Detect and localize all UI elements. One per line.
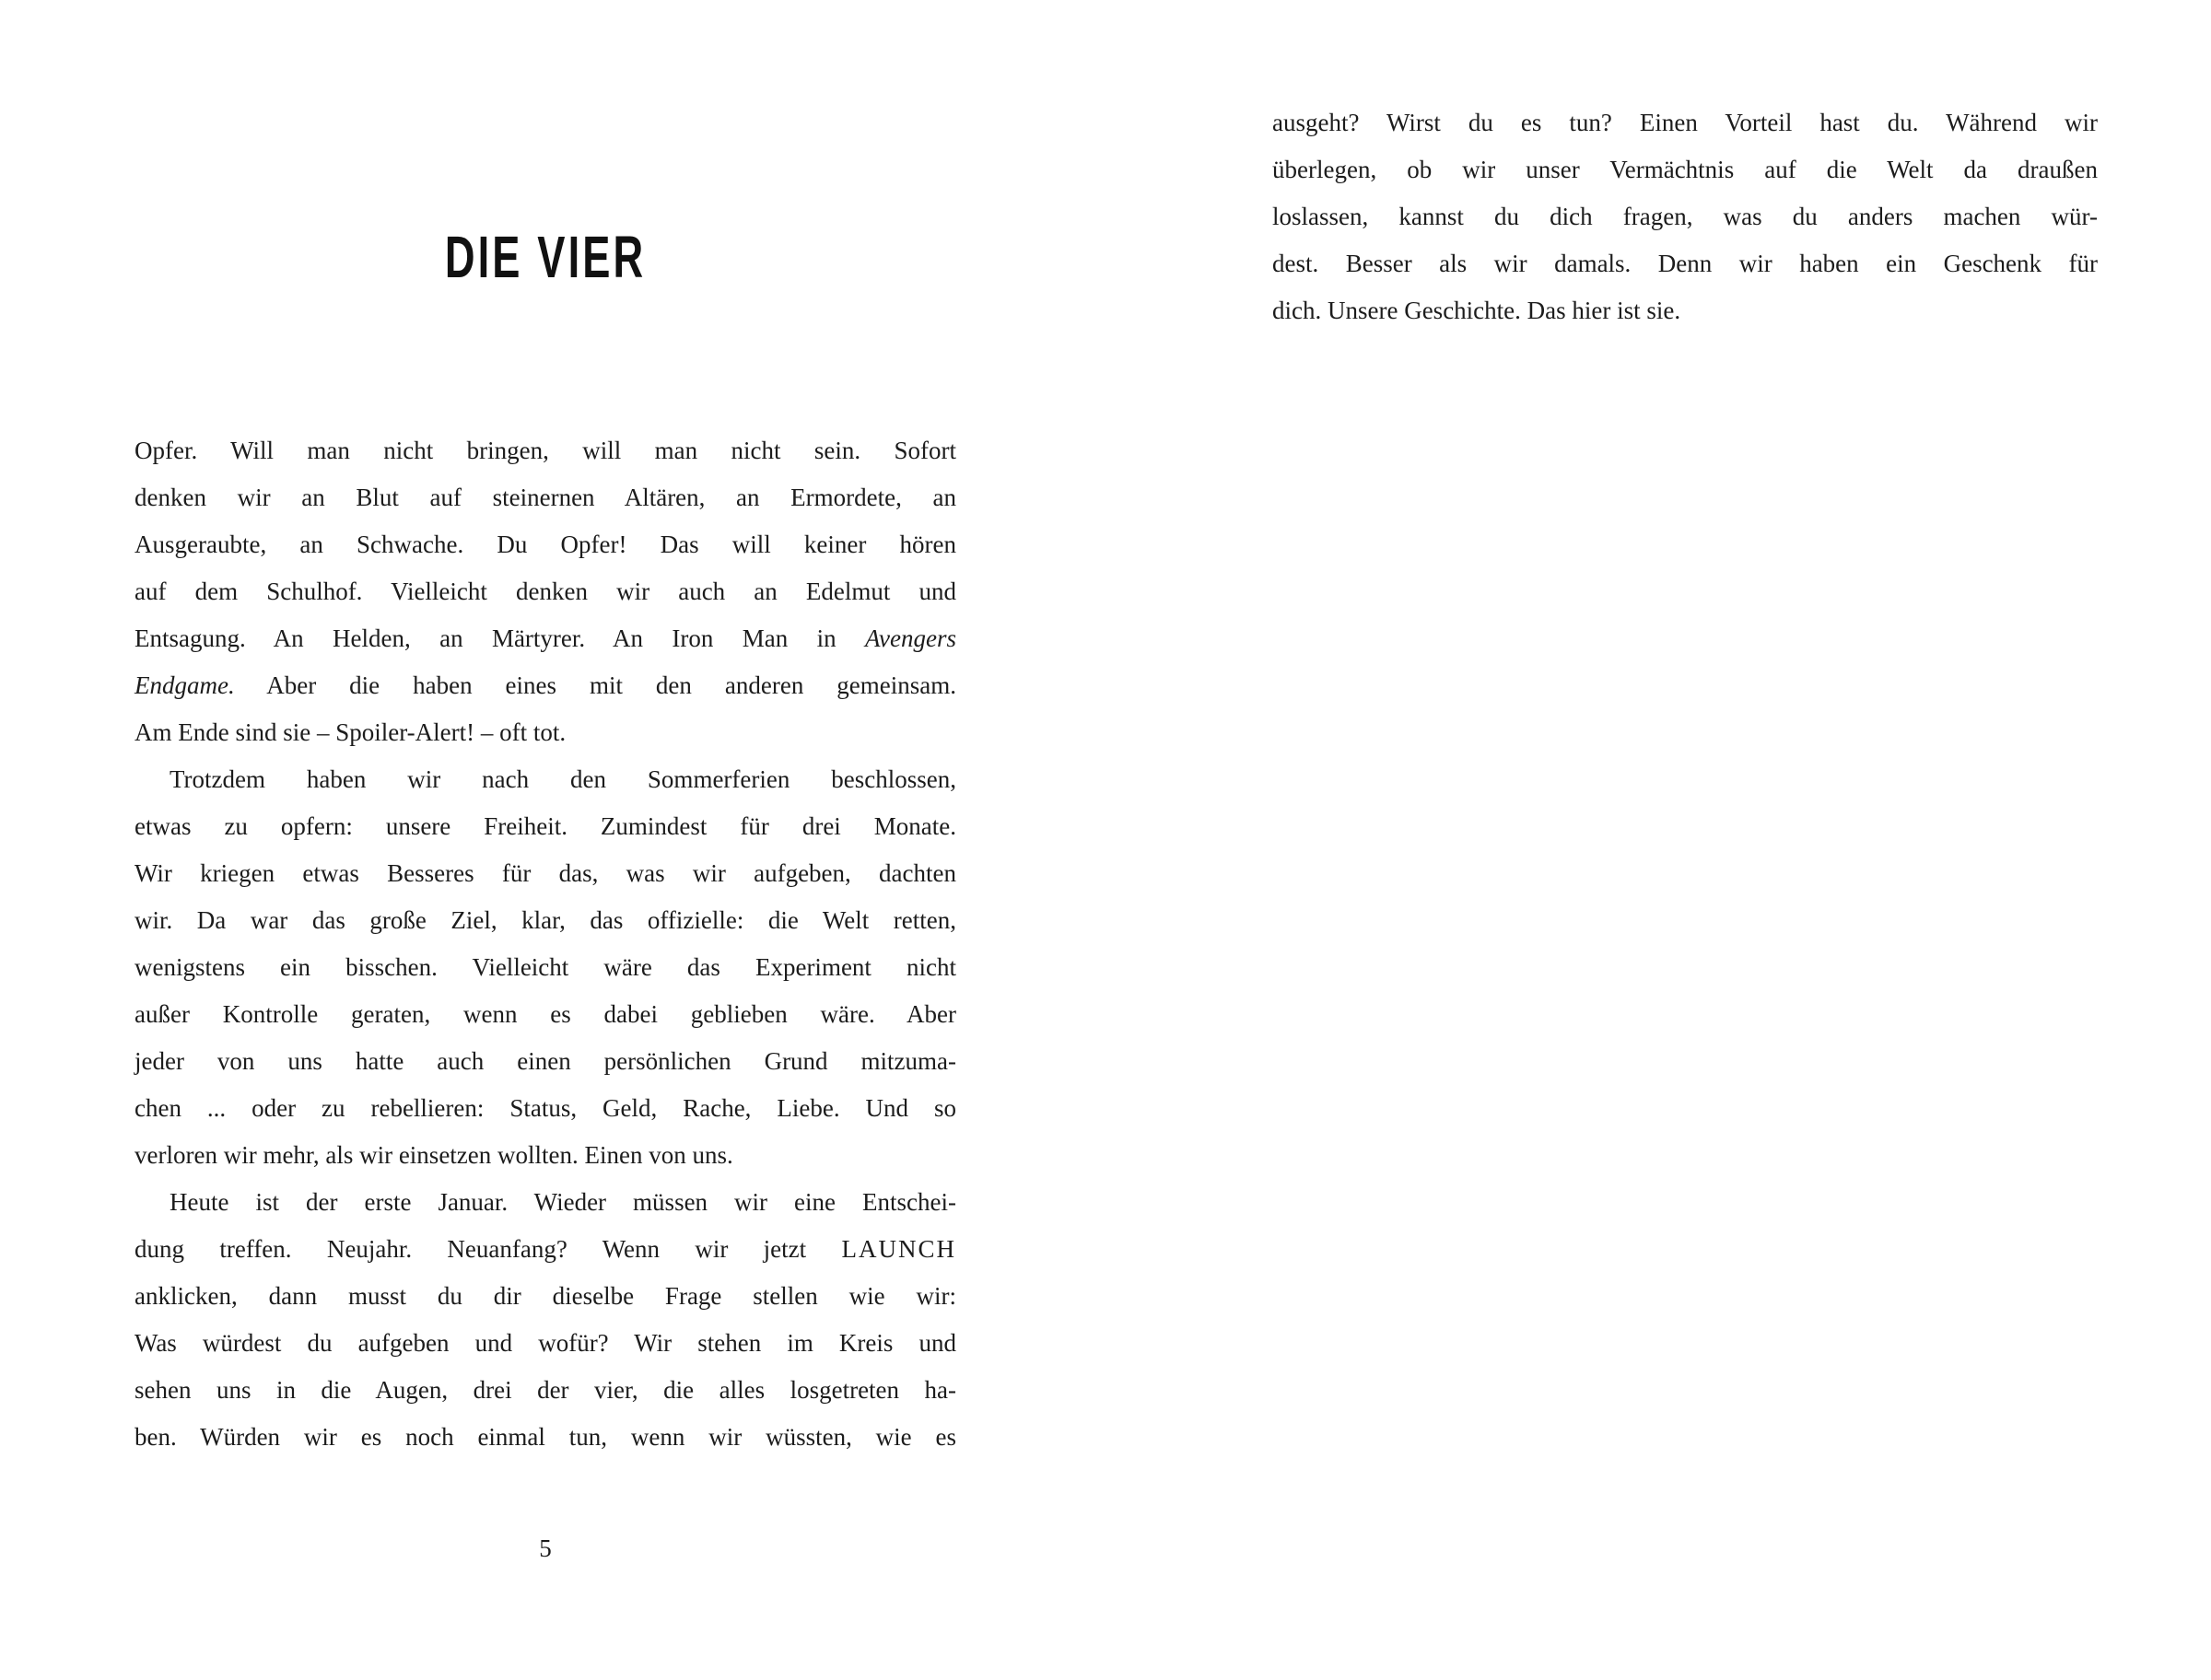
paragraph-1 bbox=[135, 427, 956, 756]
text-line: wenigstens ein bisschen. Vielleicht wäre das Experiment nicht bbox=[135, 953, 956, 981]
paragraph-3 bbox=[135, 1179, 956, 1461]
caps-text-segment: LAUNCH bbox=[841, 1235, 956, 1263]
text-line: sehen uns in die Augen, drei der vier, die alles losgetreten ha- bbox=[135, 1376, 956, 1404]
text-line: Am Ende sind sie – Spoiler-Alert! – oft tot. bbox=[135, 718, 567, 746]
text-line: dich. Unsere Geschichte. Das hier ist sie. bbox=[1272, 297, 1681, 324]
text-line: wir. Da war das große Ziel, klar, das offizielle: die Welt retten, bbox=[135, 906, 956, 934]
text-line: ben. Würden wir es noch einmal tun, wenn wir wüssten, wie es bbox=[135, 1423, 956, 1451]
paragraph-2 bbox=[135, 756, 956, 1179]
text-line bbox=[135, 615, 956, 662]
text-line: ausgeht? Wirst du es tun? Einen Vorteil hast du. Während wir bbox=[1272, 109, 2098, 136]
text-line: auf dem Schulhof. Vielleicht denken wir auch an Edelmut und bbox=[135, 578, 956, 605]
text-line: außer Kontrolle geraten, wenn es dabei geblieben wäre. Aber bbox=[135, 1000, 956, 1028]
paragraph-continued bbox=[1272, 99, 2098, 334]
text-segment: dung treffen. Neujahr. Neuanfang? Wenn wir jetzt bbox=[135, 1235, 807, 1263]
text-line: Ausgeraubte, an Schwache. Du Opfer! Das will keiner hören bbox=[135, 531, 956, 558]
text-line: verloren wir mehr, als wir einsetzen wollten. Einen von uns. bbox=[135, 1141, 733, 1169]
text-segment: Aber die haben eines mit den anderen gemeinsam. bbox=[266, 671, 956, 699]
text-line: jeder von uns hatte auch einen persönlichen Grund mitzuma- bbox=[135, 1047, 956, 1075]
italic-text-segment: Avengers bbox=[865, 624, 956, 652]
left-page-text-column bbox=[135, 427, 956, 1461]
text-line bbox=[135, 1226, 956, 1273]
right-page-text-column bbox=[1272, 99, 2098, 334]
text-line: Wir kriegen etwas Besseres für das, was wir aufgeben, dachten bbox=[135, 859, 956, 887]
text-segment: Entsagung. An Helden, an Märtyrer. An Iron Man in bbox=[135, 624, 836, 652]
page-number: 5 bbox=[539, 1534, 552, 1562]
text-line: Was würdest du aufgeben und wofür? Wir stehen im Kreis und bbox=[135, 1329, 956, 1357]
text-line: loslassen, kannst du dich fragen, was du anders machen wür- bbox=[1272, 203, 2098, 230]
text-line: überlegen, ob wir unser Vermächtnis auf die Welt da draußen bbox=[1272, 156, 2098, 183]
text-line bbox=[135, 662, 956, 709]
italic-text-segment: Endgame. bbox=[135, 671, 235, 699]
chapter-title-text: DIE VIER bbox=[444, 224, 647, 291]
text-line: Trotzdem haben wir nach den Sommerferien beschlossen, bbox=[170, 765, 956, 793]
text-line: etwas zu opfern: unsere Freiheit. Zumindest für drei Monate. bbox=[135, 812, 956, 840]
text-line: chen ... oder zu rebellieren: Status, Geld, Rache, Liebe. Und so bbox=[135, 1094, 956, 1122]
text-line: Heute ist der erste Januar. Wieder müssen wir eine Entschei- bbox=[170, 1188, 956, 1216]
text-line: anklicken, dann musst du dir dieselbe Frage stellen wie wir: bbox=[135, 1282, 956, 1310]
chapter-title bbox=[135, 224, 956, 291]
text-line: denken wir an Blut auf steinernen Altären, an Ermordete, an bbox=[135, 484, 956, 511]
text-line: Opfer. Will man nicht bringen, will man nicht sein. Sofort bbox=[135, 437, 956, 464]
text-line: dest. Besser als wir damals. Denn wir haben ein Geschenk für bbox=[1272, 250, 2098, 277]
